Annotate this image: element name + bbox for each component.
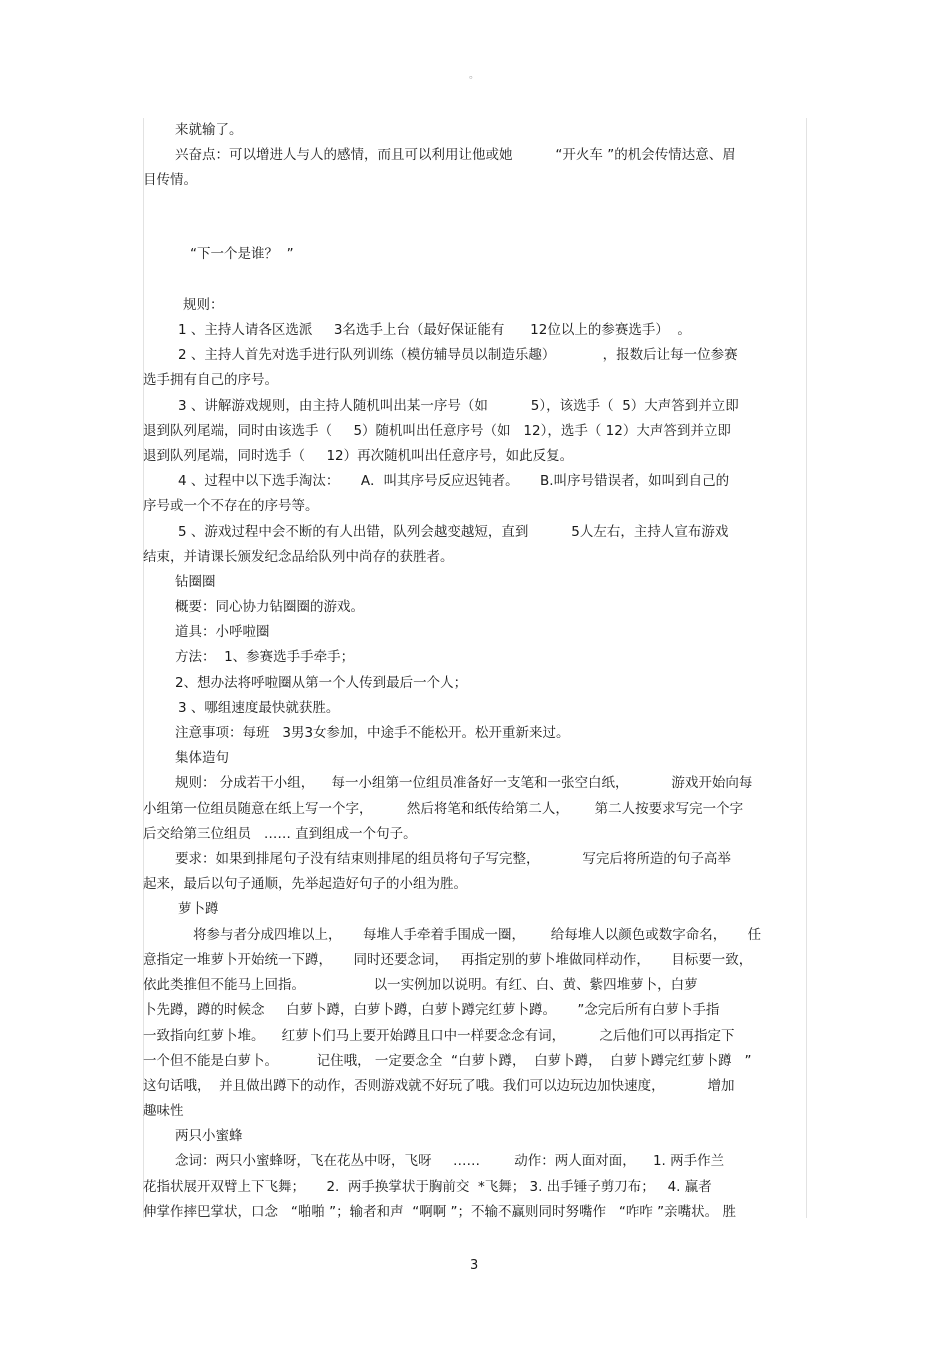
text-line: 这句话哦， 并且做出蹲下的动作，否则游戏就不好玩了哦。我们可以边玩边加快速度， 增加 [143,1078,735,1094]
text-line: 将参与者分成四堆以上， 每堆人手牵着手围成一圈， 给每堆人以颜色或数字命名， 任 [193,927,762,943]
text-line: 规则： 分成若干小组， 每一小组第一位组员准备好一支笔和一张空白纸， 游戏开始向每 [175,775,753,791]
text-line: 一致指向红萝卜堆。 红萝卜们马上要开始蹲且口中一样要念念有词， 之后他们可以再指定下 [143,1028,735,1044]
text-line: 趣味性 [143,1103,184,1119]
text-line: 集体造句 [175,750,229,766]
text-line: 3 、讲解游戏规则，由主持人随机叫出某一序号（如 5），该选手（ 5）大声答到并立即 [178,398,739,414]
text-line: 卜先蹲，蹲的时候念 白萝卜蹲，白萝卜蹲，白萝卜蹲完红萝卜蹲。 ”念完后所有白萝卜手指 [143,1002,720,1018]
text-line: 萝卜蹲 [178,901,219,917]
header-mark: 。 [469,70,479,81]
text-line: 结束，并请课长颁发纪念品给队列中尚存的获胜者。 [143,549,454,565]
text-line: 5 、游戏过程中会不断的有人出错，队列会越变越短，直到 5人左右，主持人宣布游戏 [178,524,729,540]
text-line: 兴奋点：可以增进人与人的感情，而且可以利用让他或她 “开火车 ”的机会传情达意、眉 [175,147,736,163]
text-line: 方法： 1、参赛选手手牵手； [175,649,355,665]
text-line: 起来，最后以句子通顺，先举起造好句子的小组为胜。 [143,876,467,892]
text-line: 念词：两只小蜜蜂呀，飞在花丛中呀，飞呀 …… 动作：两人面对面， 1. 两手作兰 [175,1153,725,1169]
text-line: 一个但不能是白萝卜。 记住哦， 一定要念全 “白萝卜蹲， 白萝卜蹲， 白萝卜蹲完红萝卜蹲 ” [143,1053,752,1069]
right-margin-line [806,118,807,1218]
text-line: 来就输了。 [175,122,243,138]
text-line: 1 、主持人请各区选派 3名选手上台（最好保证能有 12位以上的参赛选手） 。 [178,322,691,338]
text-line: 选手拥有自己的序号。 [143,372,278,388]
text-line: 序号或一个不存在的序号等。 [143,498,319,514]
text-line: 花指状展开双臂上下飞舞； 2. 两手换掌状于胸前交 *飞舞； 3. 出手锤子剪刀布； 4. 赢者 [143,1179,712,1195]
text-line: 退到队列尾端，同时由该选手（ 5）随机叫出任意序号（如 12），选手（ 12）大声答到并立即 [143,423,731,439]
text-line: 后交给第三位组员 …… 直到组成一个句子。 [143,826,417,842]
text-line: 钻圈圈 [175,574,216,590]
page-number: 3 [470,1258,479,1273]
text-line: 3 、哪组速度最快就获胜。 [178,700,340,716]
text-line: 道具：小呼啦圈 [175,624,270,640]
text-line: 伸掌作摔巴掌状，口念 “啪啪 ”；输者和声 “啊啊 ”；不输不赢则同时努嘴作 “咋咋 ”亲嘴状。 胜 [143,1204,736,1220]
text-line: “下一个是谁？ ” [190,246,294,262]
text-line: 注意事项：每班 3男3女参加，中途手不能松开。松开重新来过。 [175,725,570,741]
text-line: 规则： [183,297,224,313]
text-line: 小组第一位组员随意在纸上写一个字， 然后将笔和纸传给第二人， 第二人按要求写完一个字 [143,801,744,817]
text-line: 2 、主持人首先对选手进行队列训练（模仿辅导员以制造乐趣） ，报数后让每一位参赛 [178,347,738,363]
text-line: 2、想办法将呼啦圈从第一个人传到最后一个人； [175,675,468,691]
text-line: 两只小蜜蜂 [175,1128,243,1144]
text-line: 概要：同心协力钻圈圈的游戏。 [175,599,364,615]
text-line: 目传情。 [143,172,197,188]
text-line: 4 、过程中以下选手淘汰： A．叫其序号反应迟钝者。 B.叫序号错误者，如叫到自己的 [178,473,730,489]
text-line: 退到队列尾端，同时选手（ 12）再次随机叫出任意序号，如此反复。 [143,448,574,464]
text-line: 意指定一堆萝卜开始统一下蹲， 同时还要念词， 再指定别的萝卜堆做同样动作， 目标要一致， [143,952,753,968]
text-line: 要求：如果到排尾句子没有结束则排尾的组员将句子写完整， 写完后将所造的句子高举 [175,851,731,867]
text-line: 依此类推但不能马上回指。 以一实例加以说明。有红、白、黄、紫四堆萝卜，白萝 [143,977,698,993]
